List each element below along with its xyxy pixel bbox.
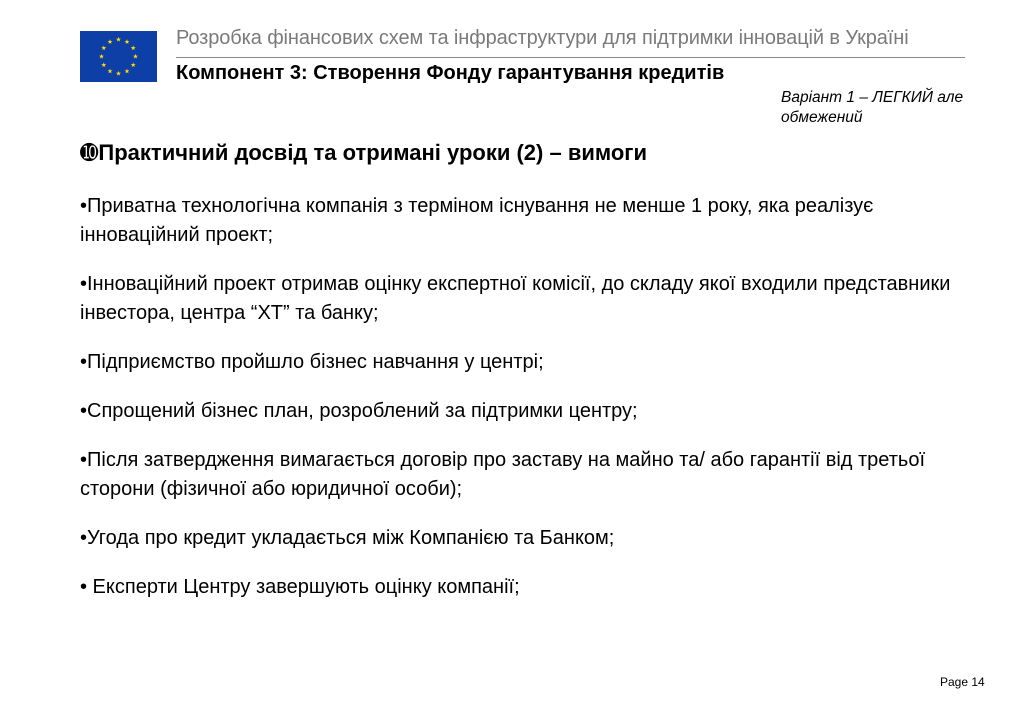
- page-number: Page 14: [940, 675, 985, 689]
- bullet-list: [80, 192, 960, 622]
- flag-star-icon: [101, 62, 106, 67]
- flag-star-icon: [108, 39, 113, 44]
- bullet-item: •Підприємство пройшло бізнес навчання у центрі;: [80, 351, 544, 373]
- header-divider: [176, 57, 965, 58]
- header-title: Розробка фінансових схем та інфраструктури для підтримки інновацій в Україні: [176, 27, 909, 49]
- bullet-item: • Експерти Центру завершують оцінку компанії;: [80, 576, 520, 598]
- flag-star-icon: [116, 71, 121, 76]
- eu-flag-icon: [80, 31, 157, 82]
- header-subtitle: Компонент 3: Створення Фонду гарантування кредитів: [176, 62, 725, 84]
- flag-star-icon: [101, 45, 106, 50]
- bullet-item: •Спрощений бізнес план, розроблений за підтримки центру;: [80, 400, 638, 422]
- bullet-item: •Інноваційний проект отримав оцінку експертної комісії, до складу якої входили представники інвестора, центра “ХТ” та банку;: [80, 273, 951, 324]
- flag-star-icon: [133, 54, 138, 59]
- bullet-item: •Угода про кредит укладається між Компанією та Банком;: [80, 527, 615, 549]
- flag-star-icon: [125, 39, 130, 44]
- flag-star-icon: [131, 62, 136, 67]
- variant-note: Варіант 1 – ЛЕГКИЙ але обмежений: [781, 89, 964, 126]
- bullet-item: •Після затвердження вимагається договір про заставу на майно та/ або гарантії від третьої сторони (фізичної або юридичної особи);: [80, 449, 925, 500]
- slide-heading: ➓Практичний досвід та отримані уроки (2) – вимоги: [80, 140, 647, 165]
- flag-star-icon: [116, 37, 121, 42]
- flag-star-icon: [99, 54, 104, 59]
- flag-star-icon: [108, 69, 113, 74]
- flag-star-icon: [131, 45, 136, 50]
- bullet-item: •Приватна технологічна компанія з терміном існування не менше 1 року, яка реалізує інноваційний проект;: [80, 195, 874, 246]
- flag-star-icon: [125, 69, 130, 74]
